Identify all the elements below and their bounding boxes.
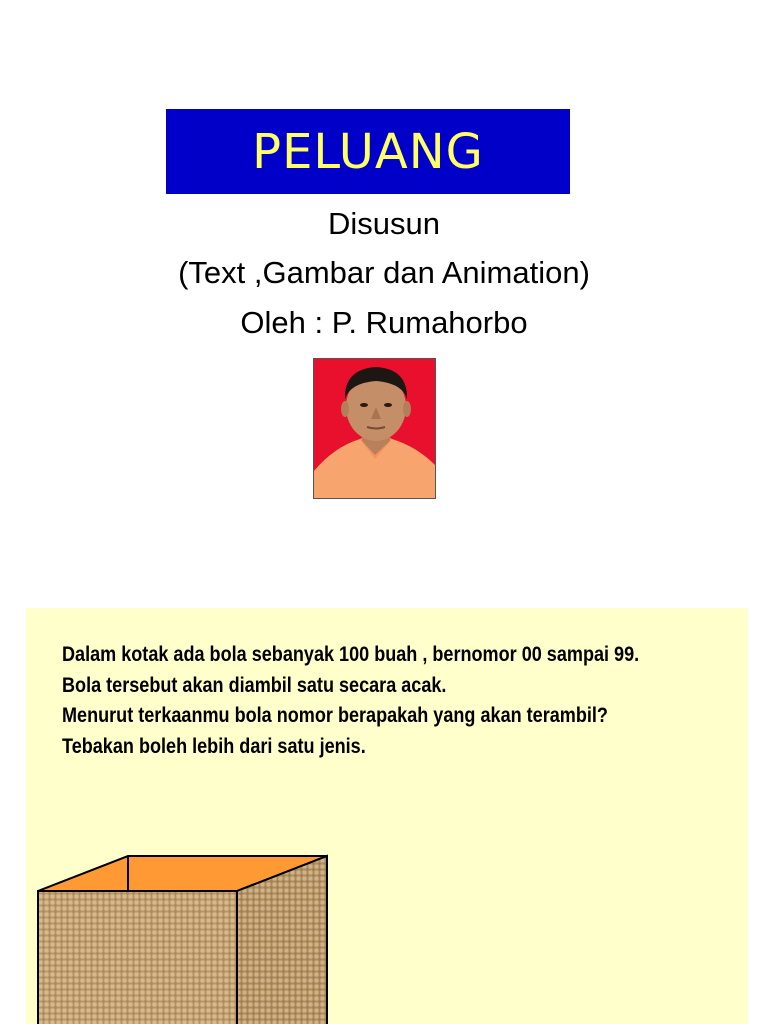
slide-title: PELUANG bbox=[252, 123, 484, 180]
problem-line-4: Tebakan boleh lebih dari satu jenis. bbox=[62, 734, 366, 758]
problem-line-3: Menurut terkaanmu bola nomor berapakah yang akan terambil? bbox=[62, 704, 608, 727]
subtitle-line-2: (Text ,Gambar dan Animation) bbox=[178, 255, 590, 290]
problem-text bbox=[62, 640, 655, 762]
author-photo bbox=[313, 358, 436, 499]
author-line: Oleh : P. Rumahorbo bbox=[240, 305, 528, 340]
subtitle-line-1: Disusun bbox=[328, 206, 440, 241]
title-banner bbox=[166, 109, 570, 194]
burlap-box-icon bbox=[30, 850, 340, 1024]
author-portrait-icon bbox=[314, 359, 436, 499]
problem-line-2: Bola tersebut akan diambil satu secara acak. bbox=[62, 673, 447, 697]
problem-line-1: Dalam kotak ada bola sebanyak 100 buah , bernomor 00 sampai 99. bbox=[62, 643, 640, 666]
